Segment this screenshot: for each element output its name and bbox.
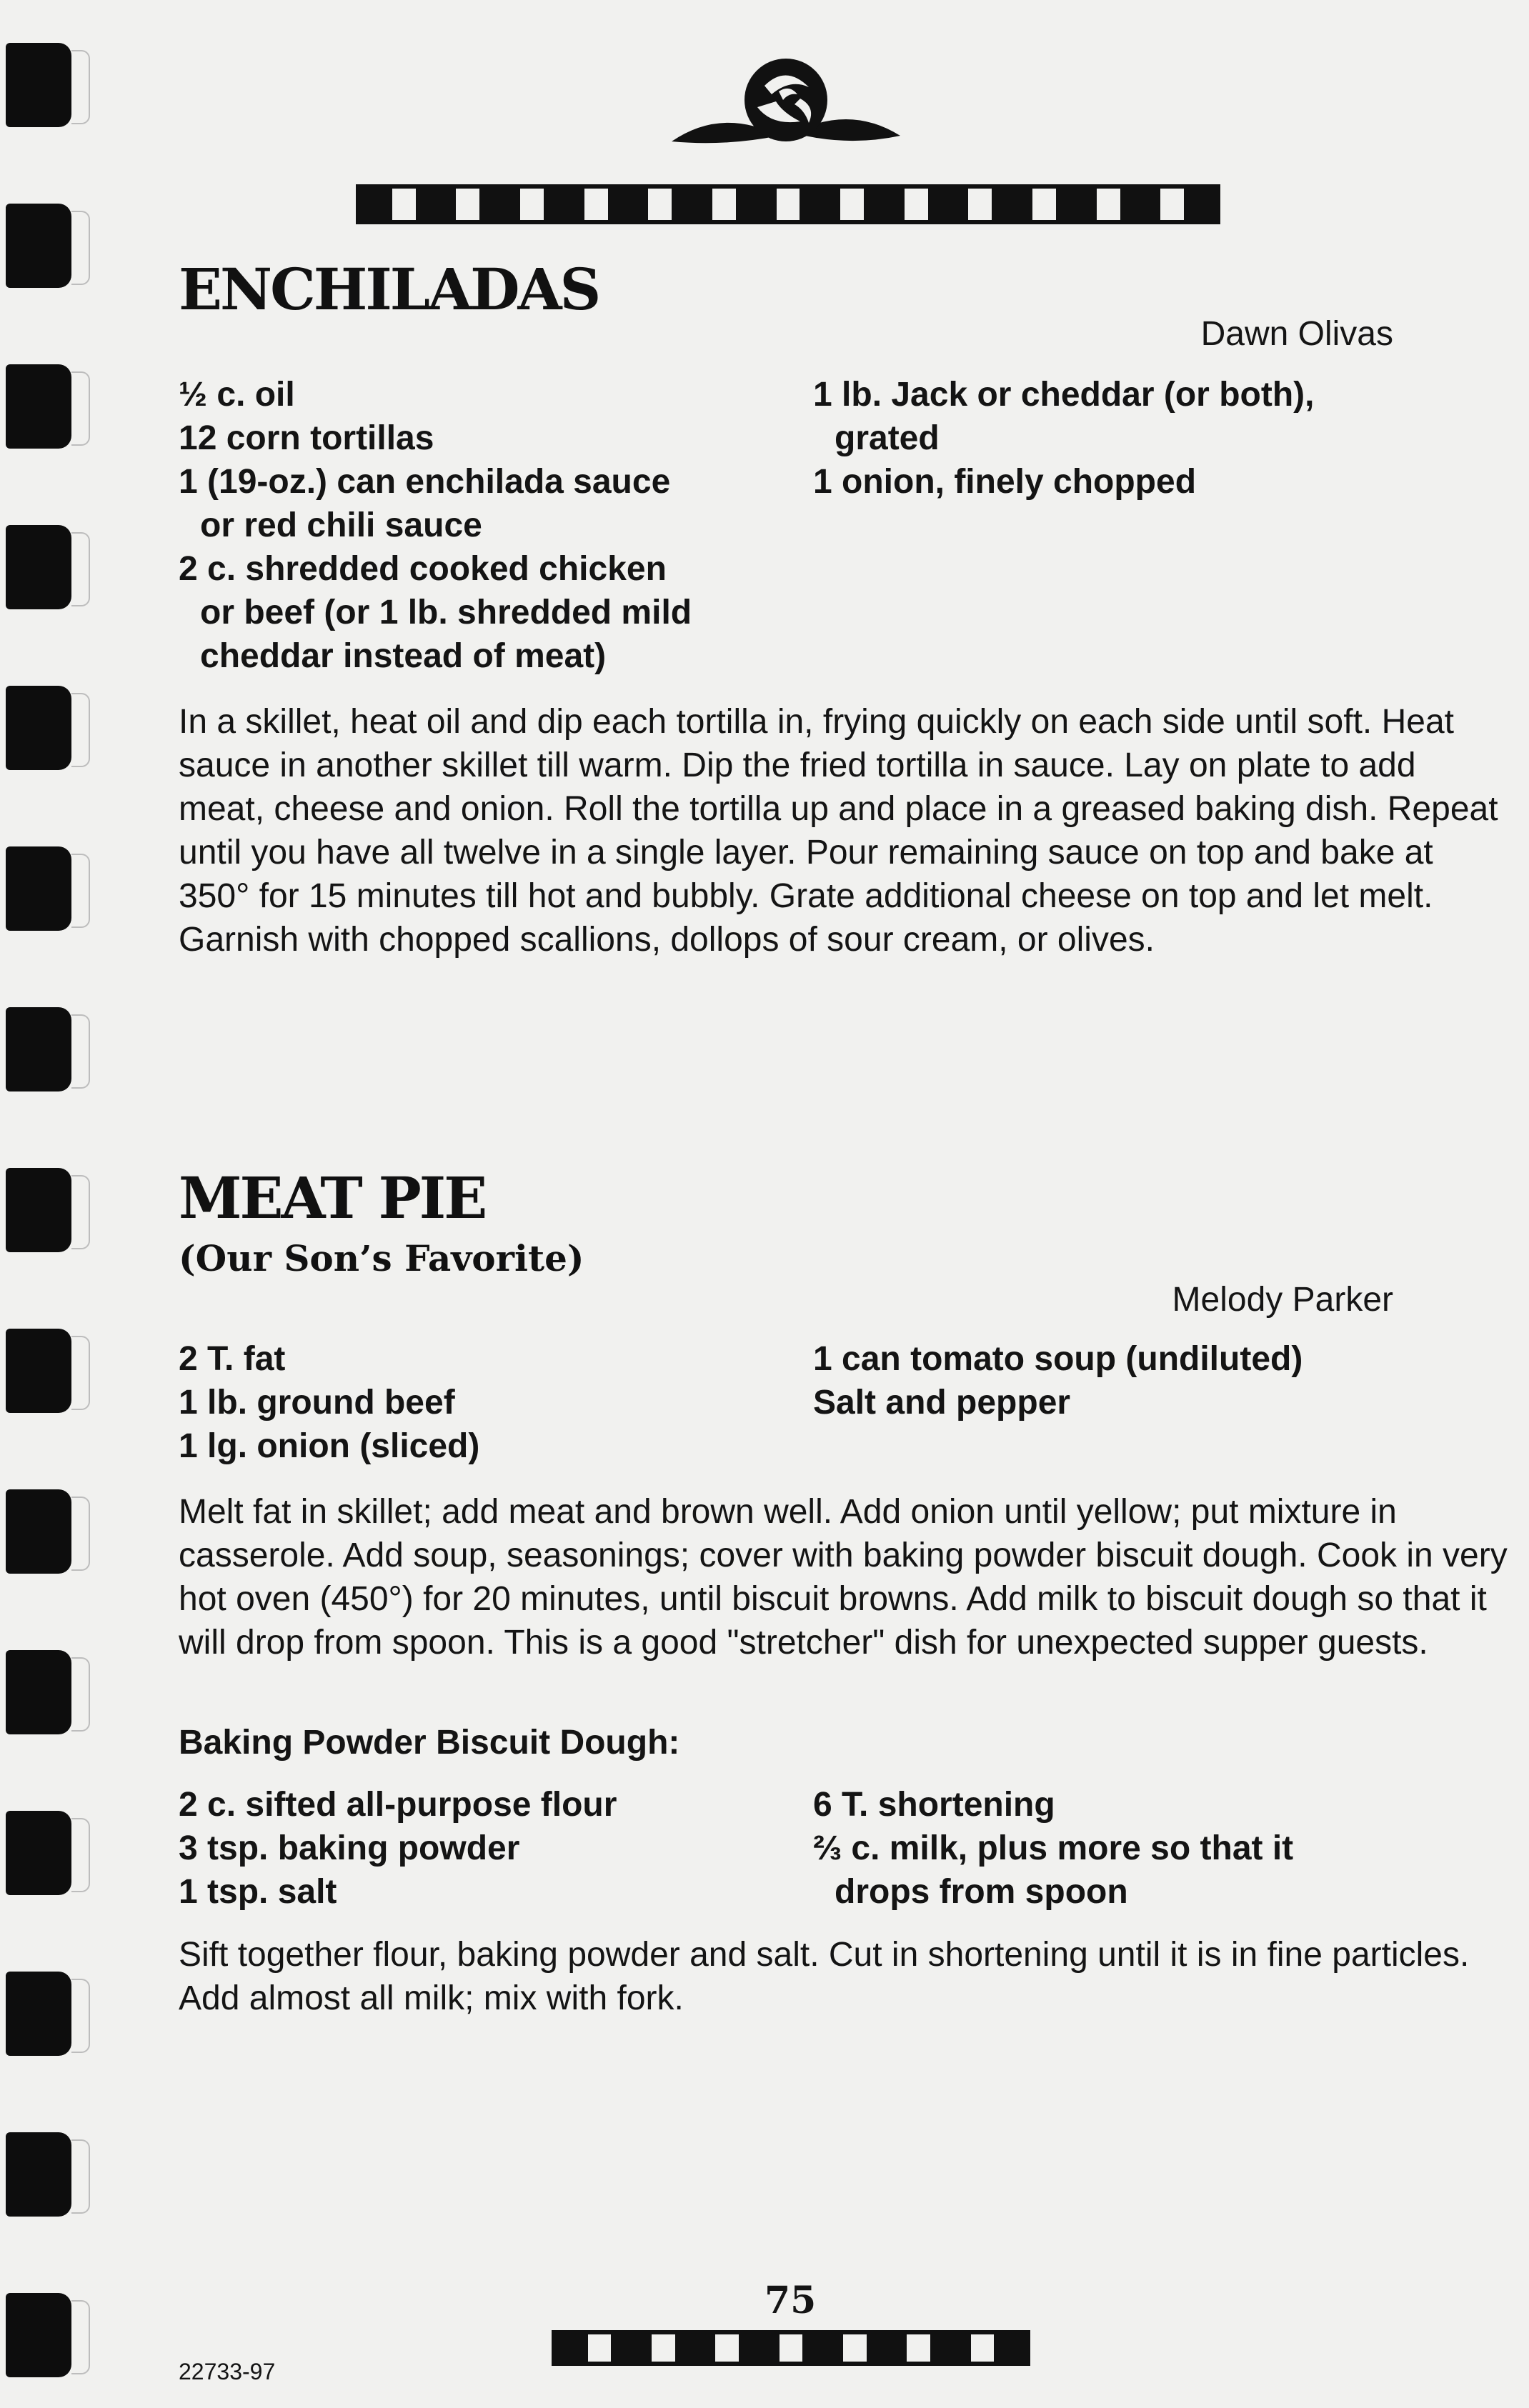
checker-square: [647, 2330, 679, 2366]
ingredient: 1 tsp. salt: [179, 1873, 337, 1911]
binding-ring: [6, 1007, 71, 1091]
checker-square: [967, 2330, 999, 2366]
ingredient: 1 lb. Jack or cheddar (or both),: [813, 376, 1315, 414]
recipe-subtitle: (Our Son’s Favorite): [179, 1237, 584, 1279]
ingredient: 1 lb. ground beef: [179, 1384, 455, 1422]
ingredients-right: [813, 373, 1314, 504]
binding-ring: [6, 2132, 71, 2217]
rose-ornament-icon: [657, 57, 915, 164]
checker-square: [996, 184, 1028, 224]
checker-square: [1156, 184, 1188, 224]
checker-square: [711, 2330, 743, 2366]
sub-ingredients-right: [813, 1783, 1293, 1914]
ingredients-right: [813, 1337, 1303, 1424]
ingredient: Salt and pepper: [813, 1384, 1071, 1422]
ingredients-left: [179, 373, 692, 678]
checker-square: [740, 184, 772, 224]
ingredient: 3 tsp. baking powder: [179, 1829, 520, 1867]
ingredient: or red chili sauce: [200, 506, 482, 544]
checker-square: [584, 2330, 616, 2366]
spiral-binding: [0, 0, 107, 2408]
checker-square: [1125, 184, 1157, 224]
binding-ring: [6, 525, 71, 609]
checker-square: [871, 2330, 903, 2366]
checker-square: [868, 184, 900, 224]
checker-square: [1028, 184, 1060, 224]
binding-ring: [6, 1329, 71, 1413]
recipe-title-meat-pie: MEAT PIE: [179, 1164, 486, 1232]
checker-square: [356, 184, 388, 224]
binding-ring: [6, 686, 71, 770]
checker-square: [775, 2330, 807, 2366]
checker-square: [836, 184, 868, 224]
checker-square: [902, 2330, 935, 2366]
recipe-directions: In a skillet, heat oil and dip each tortilla in, frying quickly on each side until soft. Heat sauce in another skillet till warm. Dip the fried tortilla in sauce. Lay on plate to add meat, cheese and onion. Roll the tortilla up and place in a greased baking dish. Repeat until you have all twelve in a single layer. Pour remaining sauce on top and bake at 350° for 15 minutes till hot and bubbly. Grate additional cheese on top and let melt. Garnish with chopped scallions, dollops of sour cream, or olives.: [179, 703, 1498, 959]
checker-square: [932, 184, 965, 224]
ingredient: 1 lg. onion (sliced): [179, 1427, 480, 1465]
ingredient: grated: [835, 419, 940, 457]
ingredient: 2 T. fat: [179, 1340, 286, 1378]
checker-square: [615, 2330, 647, 2366]
ingredient: cheddar instead of meat): [200, 637, 607, 675]
ingredient: 1 can tomato soup (undiluted): [813, 1340, 1303, 1378]
checker-square: [1092, 184, 1125, 224]
binding-ring: [6, 846, 71, 931]
ingredients-left: [179, 1337, 479, 1468]
recipe-title-enchiladas: ENCHILADAS: [179, 256, 599, 323]
ingredient: 2 c. shredded cooked chicken: [179, 550, 667, 588]
recipe-author: Dawn Olivas: [1200, 315, 1393, 353]
ingredient: 1 onion, finely chopped: [813, 463, 1197, 501]
checker-square: [807, 2330, 839, 2366]
checkered-divider-bottom: [552, 2330, 1030, 2366]
checker-square: [1188, 184, 1220, 224]
binding-ring: [6, 364, 71, 449]
binding-ring: [6, 1489, 71, 1574]
print-code: 22733-97: [179, 2359, 276, 2384]
checker-square: [679, 2330, 712, 2366]
checker-square: [743, 2330, 775, 2366]
ingredient: 2 c. sifted all-purpose flour: [179, 1786, 617, 1824]
binding-ring: [6, 43, 71, 127]
binding-ring: [6, 1972, 71, 2056]
binding-ring: [6, 1650, 71, 1734]
page-number: 75: [764, 2279, 817, 2322]
checker-square: [676, 184, 708, 224]
checker-square: [552, 2330, 584, 2366]
checker-square: [708, 184, 740, 224]
checker-square: [452, 184, 484, 224]
checker-square: [548, 184, 580, 224]
checker-square: [644, 184, 676, 224]
checker-square: [998, 2330, 1030, 2366]
sub-recipe-heading: Baking Powder Biscuit Dough:: [179, 1724, 680, 1762]
binding-ring: [6, 2293, 71, 2377]
recipe-directions: Melt fat in skillet; add meat and brown well. Add onion until yellow; put mixture in casserole. Add soup, seasonings; cover with baking powder biscuit dough. Cook in very hot oven (450°) for 20 minutes, until biscuit browns. Add milk to biscuit dough so that it will drop from spoon. This is a good "stretcher" dish for unexpected supper guests.: [179, 1493, 1508, 1662]
ingredient: drops from spoon: [835, 1873, 1128, 1911]
ingredient: 6 T. shortening: [813, 1786, 1055, 1824]
sub-ingredients-left: [179, 1783, 617, 1914]
checker-square: [580, 184, 612, 224]
ingredient: 12 corn tortillas: [179, 419, 434, 457]
checker-square: [388, 184, 420, 224]
recipe-author: Melody Parker: [1172, 1281, 1393, 1319]
checker-square: [612, 184, 644, 224]
checker-square: [1060, 184, 1092, 224]
checker-square: [420, 184, 452, 224]
checker-square: [935, 2330, 967, 2366]
sub-recipe-directions: Sift together flour, baking powder and salt. Cut in shortening until it is in fine particles. Add almost all milk; mix with fork.: [179, 1936, 1470, 2017]
checker-square: [772, 184, 805, 224]
checker-square: [900, 184, 932, 224]
binding-ring: [6, 1811, 71, 1895]
ingredient: 1 (19-oz.) can enchilada sauce: [179, 463, 671, 501]
binding-ring: [6, 1168, 71, 1252]
binding-ring: [6, 204, 71, 288]
checkered-divider-top: [356, 184, 1220, 224]
ingredient: or beef (or 1 lb. shredded mild: [200, 594, 692, 631]
ingredient: ⅔ c. milk, plus more so that it: [813, 1829, 1294, 1867]
checker-square: [484, 184, 516, 224]
ingredient: ½ c. oil: [179, 376, 295, 414]
checker-square: [804, 184, 836, 224]
checker-square: [516, 184, 548, 224]
checker-square: [964, 184, 996, 224]
checker-square: [839, 2330, 871, 2366]
